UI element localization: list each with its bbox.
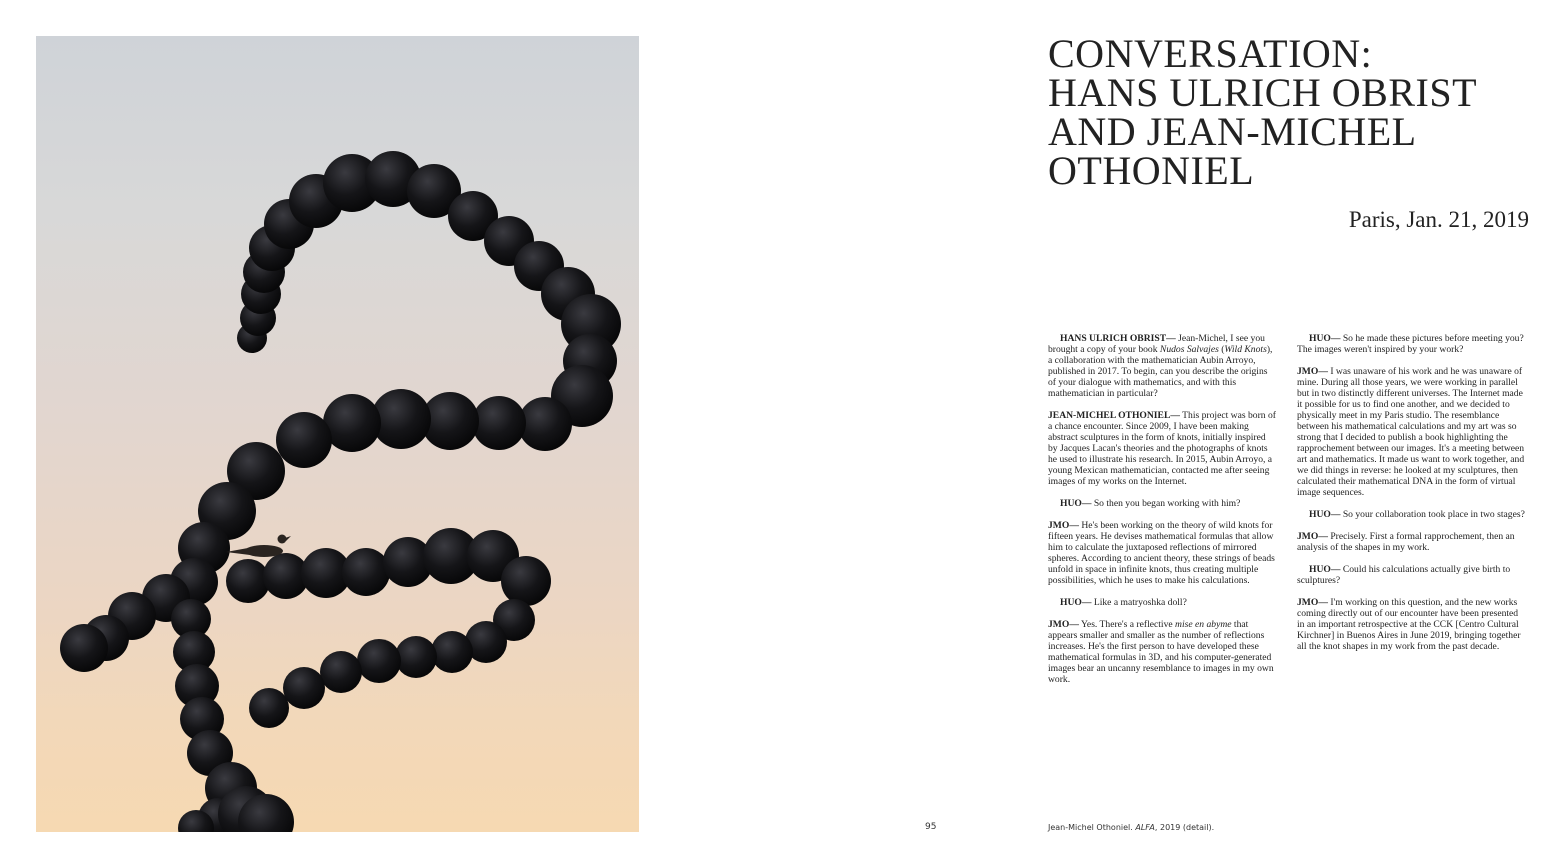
bead-sphere (342, 548, 390, 596)
speaker-name: JMO— (1297, 597, 1328, 608)
speaker-name: HUO— (1060, 597, 1092, 608)
bead-sphere (249, 688, 289, 728)
article-title (1048, 31, 1528, 193)
title-line: OTHONIEL (1048, 148, 1255, 193)
caption-artist: Jean-Michel Othoniel. (1048, 823, 1133, 832)
interview-paragraph: HUO— Like a matryoshka doll? (1060, 597, 1187, 608)
bead-sphere (226, 559, 270, 603)
interview-paragraph: JMO— Precisely. First a formal rapprochement, then an analysis of the shapes in my work. (1297, 531, 1515, 553)
interview-paragraph: JMO— Yes. There's a reflective mise en abyme that appears smaller and smaller as the number of reflections increases. He's the first person to have developed these mathematical formulas in 3D, and his computer-generated images bear an uncanny resemblance to images in my own work. (1048, 619, 1274, 685)
photo-caption (1048, 823, 1214, 832)
interview-paragraph: JEAN-MICHEL OTHONIEL— This project was born of a chance encounter. Since 2009, I have been making abstract sculptures in the form of knots, initially inspired by Jacques Lacan's theories and the photographs of knots he used to illustrate his research. In 2015, Aubin Arroyo, a young Mexican mathematician, contacted me after seeing images of my works on the Internet. (1048, 410, 1276, 487)
title-line: CONVERSATION: (1048, 31, 1373, 76)
bead-sphere (60, 624, 108, 672)
page-number: 95 (925, 822, 937, 832)
interview-paragraph: JMO— I'm working on this question, and the new works coming directly out of our encounter have been presented in an important retrospective at the CCK [Centro Cultural Kirchner] in Buenos Aires in June 2019, bringing together all the knot shapes in my work from the past decade. (1297, 597, 1521, 652)
speaker-name: JEAN-MICHEL OTHONIEL— (1048, 410, 1180, 421)
bead-sphere (472, 396, 526, 450)
bead-sphere (320, 651, 362, 693)
dateline: Paris, Jan. 21, 2019 (1348, 207, 1529, 232)
speaker-name: HANS ULRICH OBRIST— (1060, 333, 1176, 344)
interview-paragraph: HANS ULRICH OBRIST— Jean-Michel, I see you brought a copy of your book Nudos Salvajes (Wild Knots), a collaboration with the mathematician Aubin Arroyo, published in 2017. To begin, can you describe the origins of your dialogue with mathematics, and with this mathematician in particular? (1048, 333, 1273, 399)
speaker-name: JMO— (1048, 520, 1079, 531)
bead-knot-sculpture (36, 36, 639, 832)
interview-paragraph: HUO— So he made these pictures before meeting you? The images weren't inspired by your work? (1297, 333, 1524, 355)
bead-sphere (501, 556, 551, 606)
interview-paragraph: HUO— Could his calculations actually give birth to sculptures? (1297, 564, 1511, 586)
bead-sphere (395, 636, 437, 678)
interview-paragraph: HUO— So your collaboration took place in two stages? (1309, 509, 1525, 520)
title-line: HANS ULRICH OBRIST (1048, 70, 1478, 115)
bead-sphere (283, 667, 325, 709)
speaker-name: HUO— (1309, 333, 1341, 344)
speaker-name: JMO— (1297, 366, 1328, 377)
speaker-name: HUO— (1309, 564, 1341, 575)
bead-sphere (518, 397, 572, 451)
interview-column-left (1048, 333, 1277, 696)
bead-sphere (276, 412, 332, 468)
interview-paragraph: JMO— I was unaware of his work and he was unaware of mine. During all those years, we were working in parallel but in two distinctly different universes. The Internet made it possible for us to find one another, and we decided to physically meet in my Paris studio. The resemblance between his mathematical calculations and my art was so strong that I decided to publish a book highlighting the rapprochement between our images. It's a meeting between art and mathematics. It made us want to work together, and we did things in reverse: he looked at my sculptures, then calculated their mathematical DNA in the form of virtual image sequences. (1297, 366, 1525, 498)
speaker-name: JMO— (1297, 531, 1328, 542)
speaker-name: HUO— (1309, 509, 1341, 520)
interview-column-right (1297, 333, 1526, 663)
interview-paragraph: HUO— So then you began working with him? (1060, 498, 1241, 509)
title-line: AND JEAN-MICHEL (1048, 109, 1417, 154)
speaker-name: HUO— (1060, 498, 1092, 509)
caption-rest: , 2019 (detail). (1154, 823, 1215, 832)
bead-sphere (431, 631, 473, 673)
caption-work-title: ALFA (1135, 823, 1155, 832)
bead-sphere (357, 639, 401, 683)
speaker-name: JMO— (1048, 619, 1079, 630)
sculpture-photograph (36, 36, 639, 832)
interview-paragraph: JMO— He's been working on the theory of wild knots for fifteen years. He devises mathematical formulas that allow him to calculate the juxtaposed reflections of mirrored spheres. According to ancient theory, these strings of beads unfold in space in infinite knots, thus creating multiple possibilities, which he uses to make his calculations. (1048, 520, 1275, 586)
